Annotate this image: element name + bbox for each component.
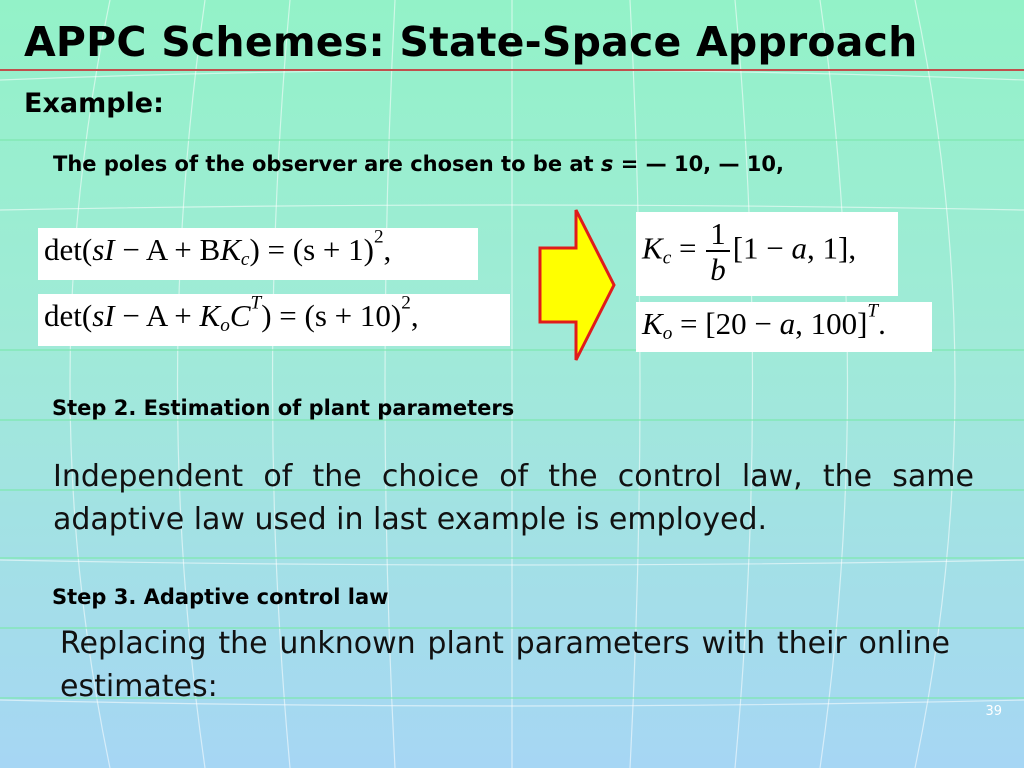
right-arrow-icon [538,208,616,362]
step3-heading: Step 3. Adaptive control law [52,585,389,609]
equation-ko: $K_o = [20 - a$, 100]$^T$. [642,300,886,344]
poles-text: The poles of the observer are chosen to be at [53,152,601,176]
example-heading: Example: [24,88,164,119]
equation-kc: $K_c$ = $\frac{1}{b}$ [1 − a, 1], [642,216,857,287]
title-underline [0,69,1024,71]
equation-det-kc: $\det(sI - A + BK_c) = (s + 1)^2$, [44,226,392,270]
slide-title: APPC Schemes: State-Space Approach [24,18,918,66]
poles-variable: s [600,152,614,176]
step3-paragraph: Replacing the unknown plant parameters with their online estimates: [60,626,950,704]
equation-det-ko: $\det(sI - A + K_oC^T) = (s + 10)^2$, [44,292,419,336]
step2-heading: Step 2. Estimation of plant parameters [52,396,515,420]
poles-statement [53,152,784,176]
fraction-one-over-b: $\frac{1}{b}$ [706,218,730,285]
poles-values: = — 10, — 10, [613,152,784,176]
page-number: 39 [985,704,1002,719]
step2-paragraph: Independent of the choice of the control law, the same adaptive law used in last example is employed. [53,459,974,537]
